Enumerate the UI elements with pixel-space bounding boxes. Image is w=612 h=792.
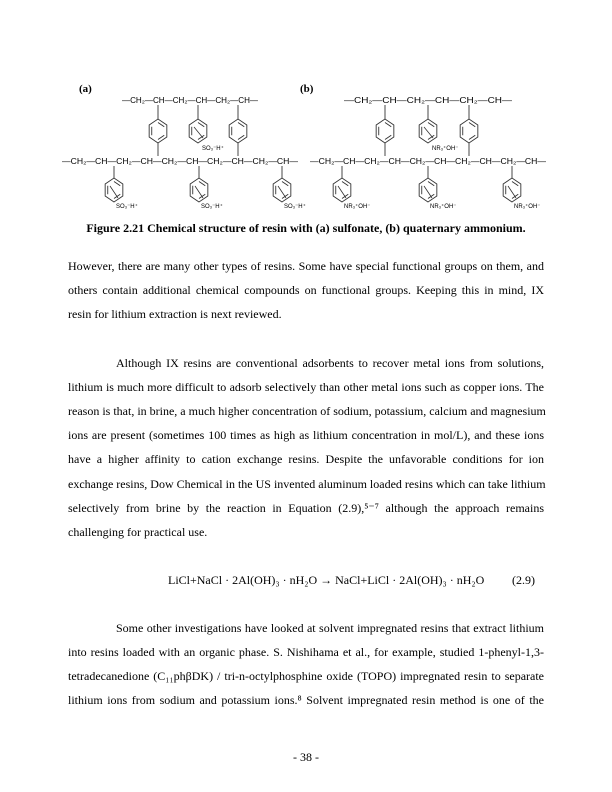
paragraph-3-line: lithium ions from sodium and potassium ions.⁸ Solvent impregnated resin method is one of the bbox=[68, 693, 544, 707]
paragraph-2-line: have a higher affinity to cation exchange resins. Despite the unfavorable conditions for ion bbox=[68, 452, 544, 466]
functional-group-label: SO₃⁻H⁺ bbox=[284, 204, 306, 210]
functional-group-label: NR₃⁺OH⁻ bbox=[430, 204, 457, 210]
equation-number: (2.9) bbox=[512, 573, 535, 587]
benzene-ring-icon bbox=[503, 178, 521, 202]
benzene-ring-icon bbox=[333, 178, 351, 202]
paragraph-2-line: Although IX resins are conventional adsorbents to recover metal ions from solutions, bbox=[116, 356, 544, 370]
benzene-ring-icon bbox=[460, 119, 478, 143]
benzene-ring-icon bbox=[105, 178, 123, 202]
paragraph-3-line: into resins loaded with an organic phase. S. Nishihama et al., for example, studied 1-phenyl-1,3- bbox=[68, 645, 544, 659]
paragraph-2-line: exchange resins, Dow Chemical in the US invented aluminum loaded resins which can take lithium bbox=[68, 477, 546, 491]
panel-label: (a) bbox=[79, 83, 92, 95]
paragraph-3-line: Some other investigations have looked at solvent impregnated resins that extract lithium bbox=[116, 621, 544, 635]
benzene-ring-icon bbox=[376, 119, 394, 143]
page-number: - 38 - bbox=[293, 750, 319, 764]
functional-group-label: NR₃⁺OH⁻ bbox=[344, 204, 371, 210]
paragraph-2-line: reason is that, in brine, a much higher concentration of sodium, potassium, calcium and magnesium bbox=[68, 404, 546, 418]
paragraph-2-line: selectively from brine by the reaction in Equation (2.9),⁵⁻⁷ although the approach remains bbox=[68, 501, 544, 515]
bottom-polymer-chain: —CH₂—CH—CH₂—CH—CH₂—CH—CH₂—CH—CH₂—CH— bbox=[310, 157, 546, 166]
bottom-polymer-chain: —CH₂—CH—CH₂—CH—CH₂—CH—CH₂—CH—CH₂—CH— bbox=[62, 157, 298, 166]
equation-expression: LiCl+NaCl · 2Al(OH)₃ · nH₂O → NaCl+LiCl · 2Al(OH)₃ · nH₂O bbox=[168, 573, 485, 587]
figure-caption: Figure 2.21 Chemical structure of resin with (a) sulfonate, (b) quaternary ammonium. bbox=[86, 221, 526, 235]
functional-group-label: NR₃⁺OH⁻ bbox=[432, 146, 459, 152]
benzene-ring-icon bbox=[189, 119, 207, 143]
paragraph-2-line: ions are present (sometimes 100 times as high as lithium concentration in mol/L), and these ions bbox=[68, 428, 544, 442]
benzene-ring-icon bbox=[419, 178, 437, 202]
benzene-ring-icon bbox=[190, 178, 208, 202]
functional-group-label: SO₃⁻H⁺ bbox=[116, 204, 138, 210]
paragraph-2-line: lithium is much more difficult to adsorb selectively than other metal ions such as copper ions. The bbox=[68, 380, 544, 394]
top-polymer-chain: —CH₂—CH—CH₂—CH—CH₂—CH— bbox=[344, 96, 512, 105]
paragraph-1-line: others contain additional chemical compounds on functional groups. Keeping this in mind, IX bbox=[68, 283, 544, 297]
functional-group-label: NR₃⁺OH⁻ bbox=[514, 204, 541, 210]
paragraph-3-line: tetradecanedione (C₁₁phβDK) / tri-n-octylphosphine oxide (TOPO) impregnated resin to separate bbox=[68, 669, 544, 683]
panel-label: (b) bbox=[300, 83, 314, 95]
benzene-ring-icon bbox=[229, 119, 247, 143]
functional-group-label: SO₃⁻H⁺ bbox=[201, 204, 223, 210]
paragraph-1-line: resin for lithium extraction is next reviewed. bbox=[68, 307, 282, 321]
resin-structure-figure bbox=[0, 78, 612, 218]
paragraph-2-line: challenging for practical use. bbox=[68, 525, 208, 539]
benzene-ring-icon bbox=[149, 119, 167, 143]
paragraph-1-line: However, there are many other types of resins. Some have special functional groups on them, and bbox=[68, 259, 544, 273]
functional-group-label: SO₃⁻H⁺ bbox=[202, 146, 224, 152]
top-polymer-chain: —CH₂—CH—CH₂—CH—CH₂—CH— bbox=[122, 96, 258, 105]
benzene-ring-icon bbox=[273, 178, 291, 202]
benzene-ring-icon bbox=[419, 119, 437, 143]
